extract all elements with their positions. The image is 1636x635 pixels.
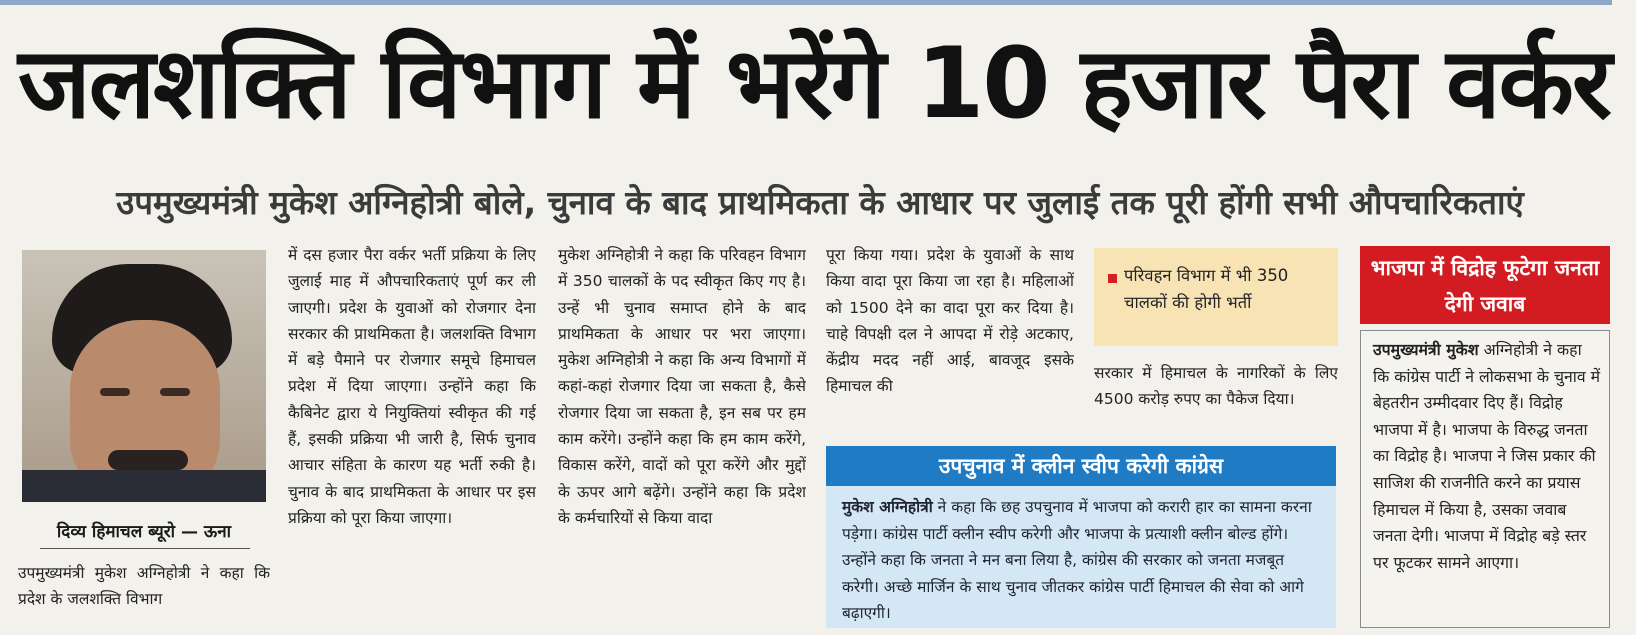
sub-story-text	[842, 494, 1322, 627]
headline: जलशक्ति विभाग में भरेंगे 10 हजार पैरा वर्कर	[17, 27, 1611, 141]
side-story-lead: उपमुख्यमंत्री मुकेश	[1373, 340, 1479, 359]
bullet-square-icon	[1108, 274, 1117, 283]
side-story-heading: भाजपा में विद्रोह फूटेगा जनता देगी जवाब	[1360, 246, 1610, 324]
highlight-text: परिवहन विभाग में भी 350 चालकों की होगी भर्ती	[1124, 266, 1289, 312]
side-story-text	[1373, 337, 1601, 576]
sub-story-heading: उपचुनाव में क्लीन स्वीप करेगी कांग्रेस	[826, 446, 1336, 486]
side-story-body: अग्निहोत्री ने कहा कि कांग्रेस पार्टी ने लोकसभा के चुनाव में बेहतरीन उम्मीदवार दिए हैं। विद्रोह भाजपा में है। भाजपा के विरुद्ध जनता का विद्रोह है। भाजपा ने जिस प्रकार की साजिश की राजनीति करने का प्रयास हिमाचल में किया है, उसका जवाब जनता देगी। भाजपा में विद्रोह बड़े स्तर पर फूटकर सामने आएगा।	[1373, 340, 1601, 572]
photo-coat	[22, 470, 266, 502]
article-column-1: उपमुख्यमंत्री मुकेश अग्निहोत्री ने कहा कि प्रदेश के जलशक्ति विभाग	[18, 564, 270, 609]
article-column-4: पूरा किया गया। प्रदेश के युवाओं के साथ किया वादा पूरा किया जा रहा है। महिलाओं को 1500 देने का वादा पूरा कर दिया है। चाहे विपक्षी दल ने आपदा में रोड़े अटकाए, केंद्रीय मदद नहीं आई, बावजूद इसके हिमाचल की	[826, 246, 1074, 396]
byline: दिव्य हिमाचल ब्यूरो — ऊना	[56, 522, 232, 542]
article-column-5: सरकार में हिमाचल के नागरिकों के लिए 4500 करोड़ रुपए का पैकेज दिया।	[1094, 364, 1338, 409]
portrait-photo	[22, 250, 266, 502]
highlight-box	[1094, 248, 1338, 346]
sub-story-body: ने कहा कि छह उपचुनाव में भाजपा को करारी हार का सामना करना पड़ेगा। कांग्रेस पार्टी क्लीन स्वीप करेगी और भाजपा के प्रत्याशी क्लीन बोल्ड होंगे। उन्होंने कहा कि जनता ने मन बना लिया है, कांग्रेस की सरकार को जनता मजबूत करेगी। अच्छे मार्जिन के साथ चुनाव जीतकर कांग्रेस पार्टी हिमाचल की सेवा को आगे बढ़ाएगी।	[842, 498, 1312, 622]
photo-eye-right	[160, 388, 190, 396]
top-color-strip	[0, 0, 1612, 5]
photo-eye-left	[100, 388, 130, 396]
subheadline: उपमुख्यमंत्री मुकेश अग्निहोत्री बोले, चुनाव के बाद प्राथमिकता के आधार पर जुलाई तक पूरी होंगी सभी औपचारिकताएं	[116, 183, 1524, 222]
article-column-2: में दस हजार पैरा वर्कर भर्ती प्रक्रिया के लिए जुलाई माह में औपचारिकताएं पूर्ण कर ली जाएगी। प्रदेश के युवाओं को रोजगार देना सरकार की प्राथमिकता है। जलशक्ति विभाग में बड़े पैमाने पर रोजगार समूचे हिमाचल प्रदेश में दिया जाएगा। उन्होंने कहा कि कैबिनेट द्वारा ये नियुक्तियां स्वीकृत की गई हैं, इसकी प्रक्रिया भी जारी है, सिर्फ चुनाव आचार संहिता के कारण यह भर्ती रुकी है। चुनाव के बाद प्राथमिकता के आधार पर इस प्रक्रिया को पूरा किया जाएगा।	[288, 246, 536, 527]
byline-divider	[40, 548, 250, 549]
article-column-3: मुकेश अग्निहोत्री ने कहा कि परिवहन विभाग में 350 चालकों के पद स्वीकृत किए गए है। उन्हें भी चुनाव समाप्त होने के बाद प्राथमिकता के आधार पर भरा जाएगा। मुकेश अग्निहोत्री ने कहा कि अन्य विभागों में कहां-कहां रोजगार दिया जा सकता है, कैसे रोजगार दिया जा सकता है, इन सब पर हम काम करेंगे। उन्होंने कहा कि हम काम करेंगे, विकास करेंगे, वादों को पूरा करेंगे और मुद्दों के ऊपर आगे बढ़ेंगे। उन्होंने कहा कि प्रदेश के कर्मचारियों से किया वादा	[558, 246, 806, 527]
sub-story-lead: मुकेश अग्निहोत्री	[842, 498, 933, 516]
sub-story-box	[826, 486, 1336, 628]
side-story-box	[1360, 330, 1610, 628]
photo-mustache	[108, 450, 188, 470]
